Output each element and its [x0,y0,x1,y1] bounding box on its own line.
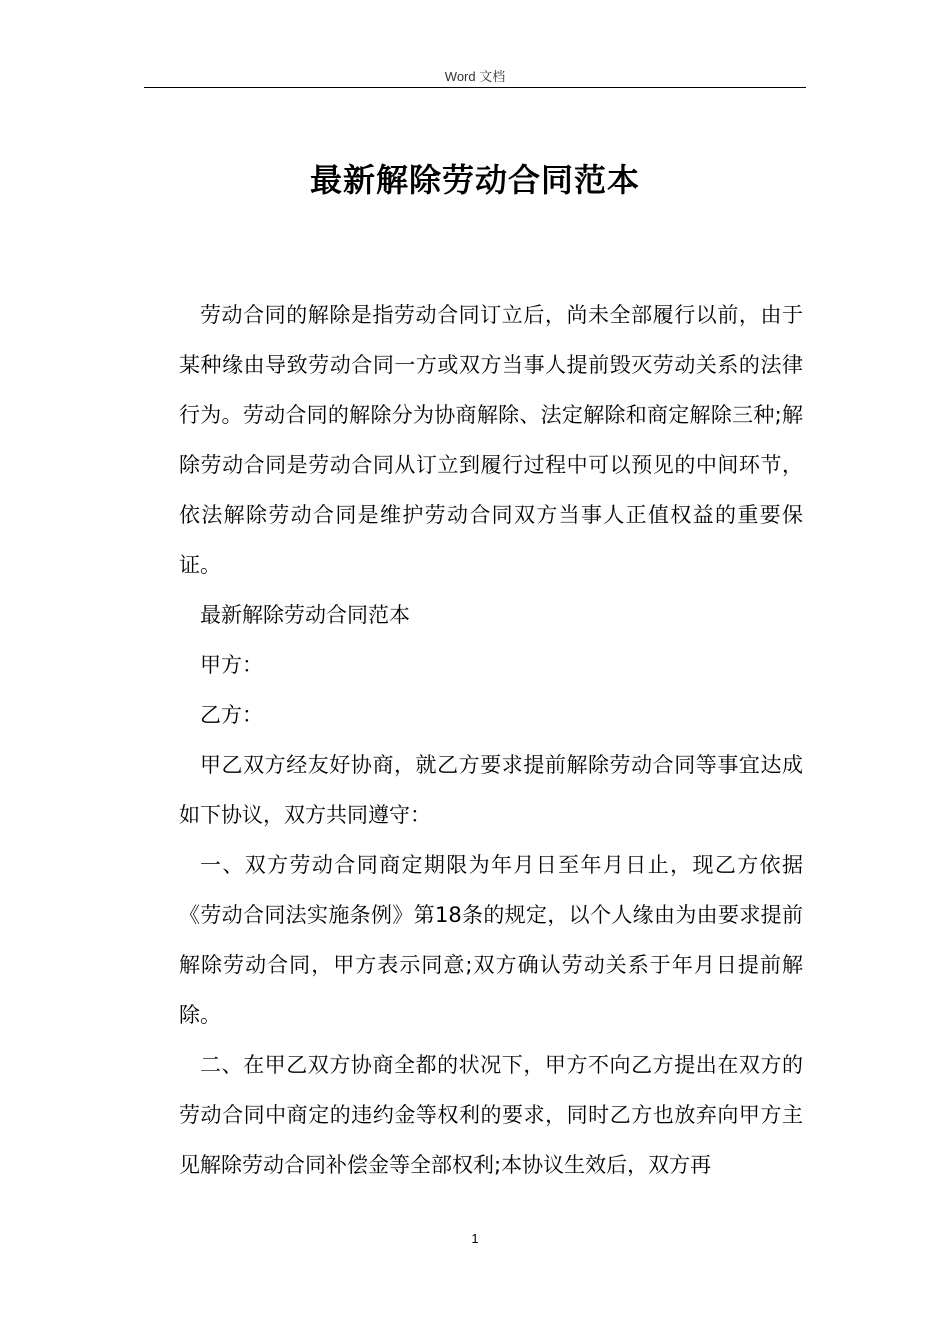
paragraph-clause-2: 二、在甲乙双方协商全都的状况下，甲方不向乙方提出在双方的劳动合同中商定的违约金等权利的要求，同时乙方也放弃向甲方主见解除劳动合同补偿金等全部权利;本协议生效后，双方再 [179,1053,803,1177]
paragraph-agreement: 甲乙双方经友好协商，就乙方要求提前解除劳动合同等事宜达成如下协议，双方共同遵守： [179,753,803,827]
document-title: 最新解除劳动合同范本 [309,161,640,199]
document-body [179,290,803,1190]
paragraph-party-b: 乙方： [200,703,263,727]
paragraph-intro: 劳动合同的解除是指劳动合同订立后，尚未全部履行以前，由于某种缘由导致劳动合同一方或双方当事人提前毁灭劳动关系的法律行为。劳动合同的解除分为协商解除、法定解除和商定解除三种;解除劳动合同是劳动合同从订立到履行过程中可以预见的中间环节，依法解除劳动合同是维护劳动合同双方当事人正值权益的重要保证。 [179,303,803,577]
paragraph-subtitle: 最新解除劳动合同范本 [200,603,410,627]
paragraph-clause-1: 一、双方劳动合同商定期限为年月日至年月日止，现乙方依据《劳动合同法实施条例》第18条的规定，以个人缘由为由要求提前解除劳动合同，甲方表示同意;双方确认劳动关系于年月日提前解除。 [179,853,803,1027]
page-header: Word 文档 [444,69,506,84]
paragraph-party-a: 甲方： [200,653,263,677]
page-number: 1 [471,1231,479,1246]
header-rule [144,87,806,88]
